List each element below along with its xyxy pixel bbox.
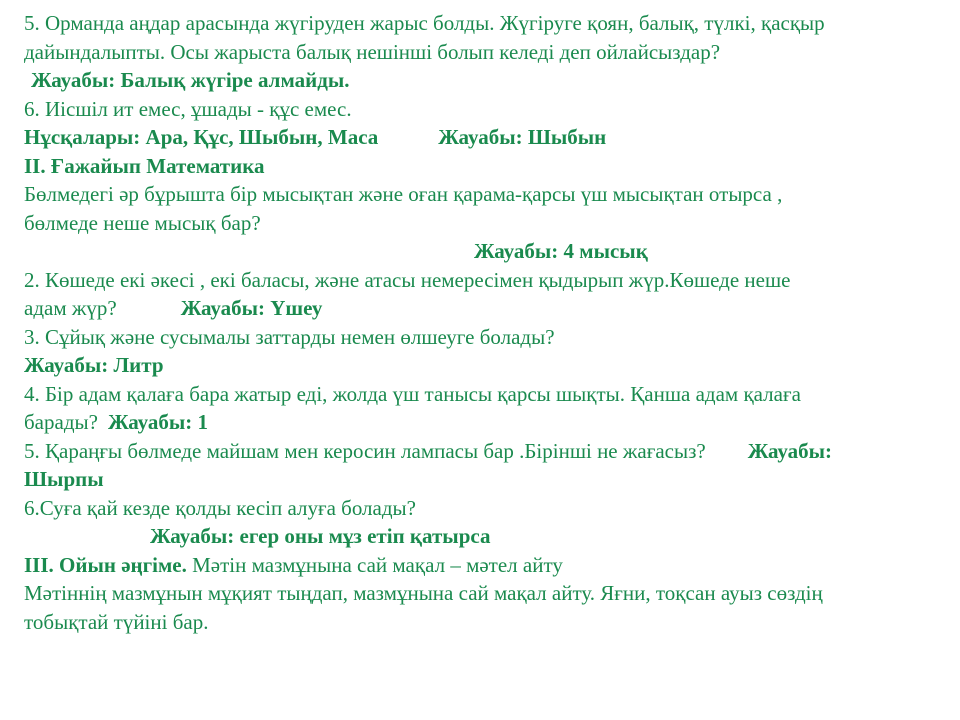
section-3-heading: ІІІ. Ойын әңгіме. — [24, 552, 187, 577]
section-2-heading: ІІ. Ғажайып Математика — [24, 153, 265, 178]
math-question-4-line-2 — [24, 408, 954, 437]
question-5-line-2: дайындалыпты. Осы жарыста балық нешінші болып келеді деп ойлайсыздар? — [24, 39, 721, 64]
math-answer-3: Жауабы: Литр — [24, 353, 164, 377]
math-question-4-tail: барады? — [24, 410, 98, 434]
document-body — [24, 9, 954, 636]
answer-5: Жауабы: Балық жүгіре алмайды. — [31, 68, 350, 92]
math-question-1-line-1: Бөлмедегі әр бұрышта бір мысықтан және оған қарама-қарсы үш мысықтан отырса , — [24, 182, 783, 206]
math-question-2-line-2 — [24, 294, 954, 323]
options-6: Нұсқалары: Ара, Құс, Шыбын, Маса — [24, 125, 379, 149]
math-answer-1: Жауабы: 4 мысық — [474, 239, 648, 263]
math-question-3: 3. Сұйық және сусымалы заттарды немен өлшеуге болады? — [24, 324, 555, 349]
section-3-text-line-1: Мәтіннің мазмұнын мұқият тыңдап, мазмұнына сай мақал айту. Яғни, тоқсан ауыз сөздің — [24, 581, 823, 605]
math-question-5-line-1 — [24, 437, 954, 466]
math-answer-6: Жауабы: егер оны мұз етіп қатырса — [150, 524, 491, 548]
section-3-subtitle: Мәтін мазмұнына сай мақал – мәтел айту — [186, 552, 563, 577]
question-5-line-1: 5. Орманда аңдар арасында жүгіруден жарыс болды. Жүгіруге қоян, балық, түлкі, қасқыр — [24, 11, 825, 35]
math-question-4-line-1: 4. Бір адам қалаға бара жатыр еді, жолда үш танысы қарсы шықты. Қанша адам қалаға — [24, 381, 801, 406]
options-6-line — [24, 123, 954, 152]
math-answer-5-value: Шырпы — [24, 467, 104, 491]
answer-6: Жауабы: Шыбын — [438, 125, 607, 149]
section-3-text-line-2: тобықтай түйіні бар. — [24, 609, 209, 634]
math-question-5: 5. Қараңғы бөлмеде майшам мен керосин лампасы бар .Бірінші не жағасыз? — [24, 438, 706, 463]
math-question-2-tail: адам жүр? — [24, 296, 117, 320]
section-3-line — [24, 551, 954, 580]
math-question-6: 6.Суға қай кезде қолды кесіп алуға болады? — [24, 495, 416, 520]
math-answer-5-label: Жауабы: — [747, 438, 832, 463]
question-6: 6. Иісшіл ит емес, ұшады - құс емес. — [24, 96, 352, 121]
math-answer-2: Жауабы: Үшеу — [180, 296, 323, 320]
math-question-1-line-2: бөлмеде неше мысық бар? — [24, 210, 261, 235]
math-question-2-line-1: 2. Көшеде екі әкесі , екі баласы, және атасы немересімен қыдырып жүр.Көшеде неше — [24, 267, 791, 292]
math-answer-4: Жауабы: 1 — [107, 410, 208, 434]
